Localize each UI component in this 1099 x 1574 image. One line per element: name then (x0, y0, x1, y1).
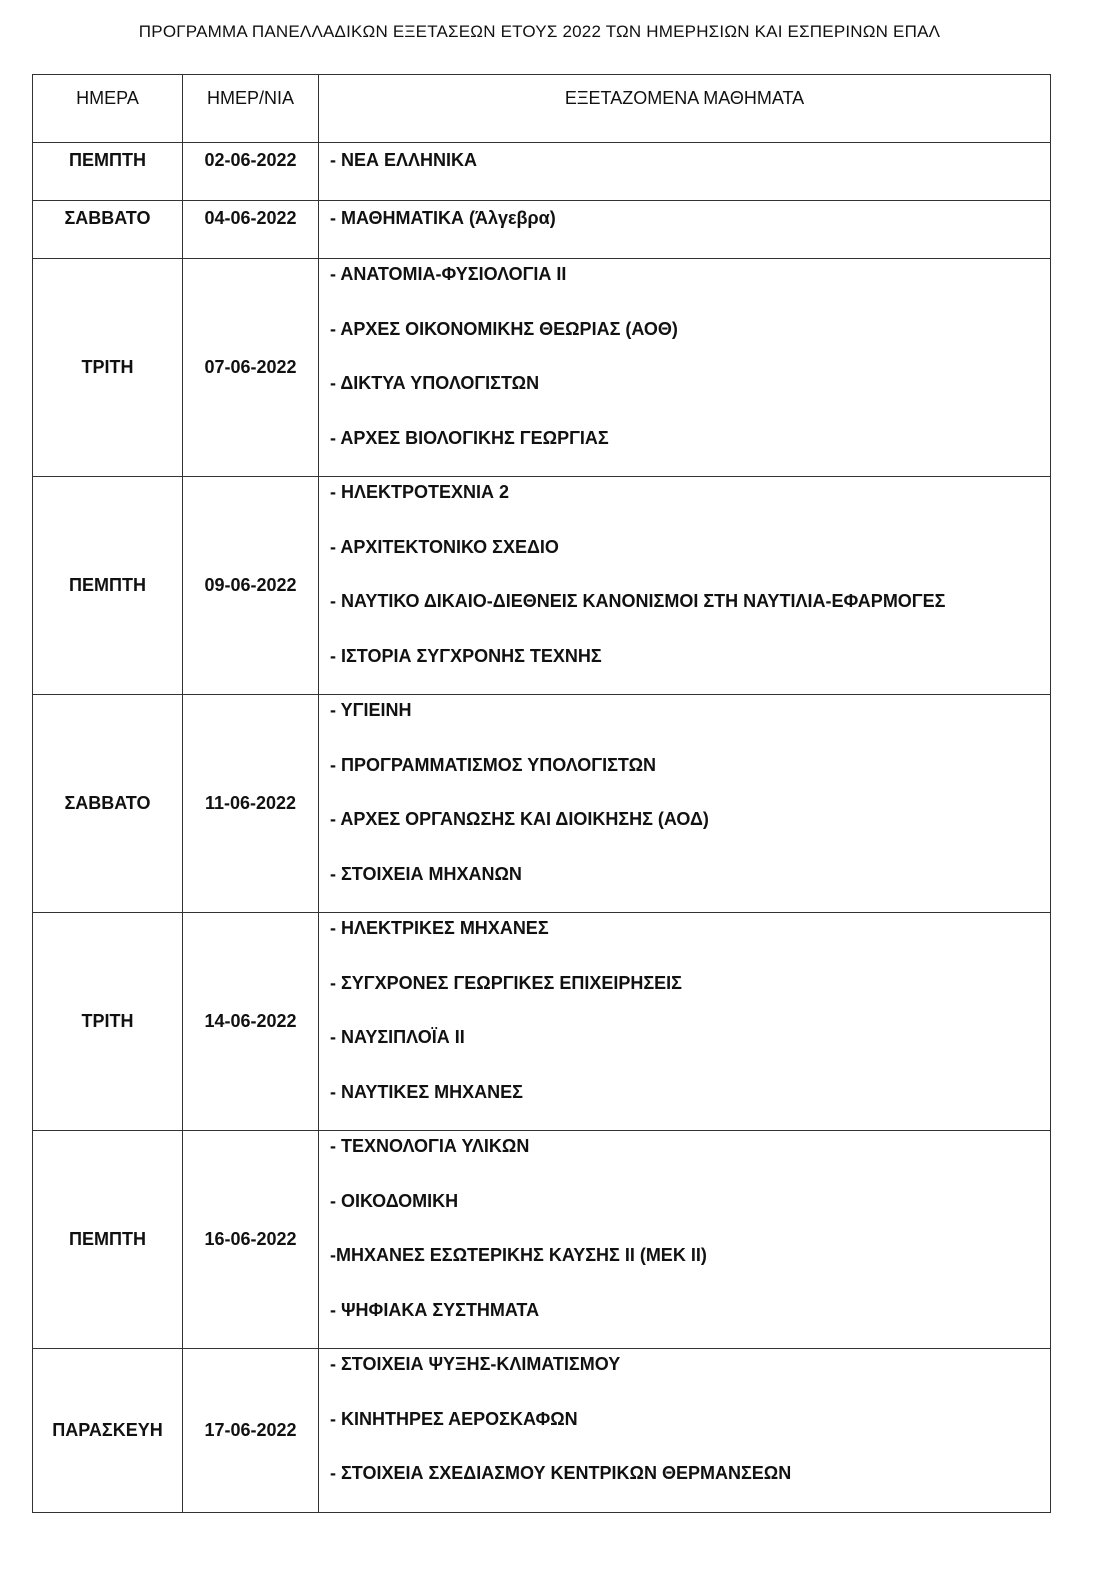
row-date: 02-06-2022 (183, 143, 319, 200)
row-subjects (319, 1349, 1051, 1512)
subject-item: - ΝΑΥΤΙΚΕΣ ΜΗΧΑΝΕΣ (330, 1081, 523, 1102)
row-day: ΠΕΜΠΤΗ (33, 1131, 183, 1348)
row-date: 04-06-2022 (183, 201, 319, 258)
subject-item: - ΣΤΟΙΧΕΙΑ ΣΧΕΔΙΑΣΜΟΥ ΚΕΝΤΡΙΚΩΝ ΘΕΡΜΑΝΣΕΩΝ (330, 1463, 792, 1483)
document-title: ΠΡΟΓΡΑΜΜΑ ΠΑΝΕΛΛΑΔΙΚΩΝ ΕΞΕΤΑΣΕΩΝ ΕΤΟΥΣ 2022 ΤΩΝ ΗΜΕΡΗΣΙΩΝ ΚΑΙ ΕΣΠΕΡΙΝΩΝ ΕΠΑΛ (138, 22, 941, 41)
row-day: ΤΡΙΤΗ (33, 259, 183, 476)
table-header-row (33, 75, 1051, 143)
subject-item: - ΨΗΦΙΑΚΑ ΣΥΣΤΗΜΑΤΑ (330, 1299, 540, 1320)
table-row (33, 913, 1051, 1131)
subject-item: - ΝΑΥΣΙΠΛΟΪΑ ΙΙ (330, 1027, 465, 1047)
row-day: ΠΑΡΑΣΚΕΥΗ (33, 1349, 183, 1512)
header-subjects: ΕΞΕΤΑΖΟΜΕΝΑ ΜΑΘΗΜΑΤΑ (319, 75, 1051, 142)
row-day: ΠΕΜΠΤΗ (33, 143, 183, 200)
exam-schedule-table (32, 74, 1051, 1513)
row-date: 14-06-2022 (183, 913, 319, 1130)
subject-item: - ΣΤΟΙΧΕΙΑ ΨΥΞΗΣ-ΚΛΙΜΑΤΙΣΜΟΥ (330, 1354, 621, 1374)
subject-item: - ΑΡΧΙΤΕΚΤΟΝΙΚΟ ΣΧΕΔΙΟ (330, 536, 559, 557)
row-date: 17-06-2022 (183, 1349, 319, 1512)
subject-item: - ΣΤΟΙΧΕΙΑ ΜΗΧΑΝΩΝ (330, 863, 522, 884)
row-date: 16-06-2022 (183, 1131, 319, 1348)
subject-item: - ΔΙΚΤΥΑ ΥΠΟΛΟΓΙΣΤΩΝ (330, 373, 540, 393)
header-day: ΗΜΕΡΑ (33, 75, 183, 142)
subject-item: - ΠΡΟΓΡΑΜΜΑΤΙΣΜΟΣ ΥΠΟΛΟΓΙΣΤΩΝ (330, 754, 657, 775)
subject-item: - ΜΑΘΗΜΑΤΙΚΑ (Άλγεβρα) (330, 208, 556, 228)
subject-item: - ΙΣΤΟΡΙΑ ΣΥΓΧΡΟΝΗΣ ΤΕΧΝΗΣ (330, 645, 602, 666)
subject-item: - ΑΡΧΕΣ ΒΙΟΛΟΓΙΚΗΣ ΓΕΩΡΓΙΑΣ (330, 427, 609, 448)
table-row (33, 1349, 1051, 1513)
subject-item: -ΜΗΧΑΝΕΣ ΕΣΩΤΕΡΙΚΗΣ ΚΑΥΣΗΣ ΙΙ (ΜΕΚ ΙΙ) (330, 1245, 707, 1265)
table-row (33, 259, 1051, 477)
subject-item: - ΗΛΕΚΤΡΟΤΕΧΝΙΑ 2 (330, 482, 510, 502)
row-date: 09-06-2022 (183, 477, 319, 694)
subject-item: - ΝΑΥΤΙΚΟ ΔΙΚΑΙΟ-ΔΙΕΘΝΕΙΣ ΚΑΝΟΝΙΣΜΟΙ ΣΤΗ ΝΑΥΤΙΛΙΑ-ΕΦΑΡΜΟΓΕΣ (330, 591, 946, 611)
header-date: ΗΜΕΡ/ΝΙΑ (183, 75, 319, 142)
table-row (33, 695, 1051, 913)
table-row (33, 143, 1051, 201)
subject-item: - ΑΝΑΤΟΜΙΑ-ΦΥΣΙΟΛΟΓΙΑ ΙΙ (330, 264, 567, 284)
subject-item: - ΣΥΓΧΡΟΝΕΣ ΓΕΩΡΓΙΚΕΣ ΕΠΙΧΕΙΡΗΣΕΙΣ (330, 972, 682, 993)
subject-item: - ΝΕΑ ΕΛΛΗΝΙΚΑ (330, 150, 478, 170)
row-subjects (319, 201, 1051, 258)
row-day: ΠΕΜΠΤΗ (33, 477, 183, 694)
subject-item: - ΟΙΚΟΔΟΜΙΚΗ (330, 1190, 459, 1211)
subject-item: - ΑΡΧΕΣ ΟΡΓΑΝΩΣΗΣ ΚΑΙ ΔΙΟΙΚΗΣΗΣ (ΑΟΔ) (330, 809, 709, 829)
table-row (33, 1131, 1051, 1349)
row-day: ΣΑΒΒΑΤΟ (33, 695, 183, 912)
row-subjects (319, 913, 1051, 1130)
row-day: ΣΑΒΒΑΤΟ (33, 201, 183, 258)
subject-item: - ΤΕΧΝΟΛΟΓΙΑ ΥΛΙΚΩΝ (330, 1136, 530, 1156)
subject-item: - ΥΓΙΕΙΝΗ (330, 700, 412, 720)
subject-item: - ΚΙΝΗΤΗΡΕΣ ΑΕΡΟΣΚΑΦΩΝ (330, 1408, 578, 1429)
row-subjects (319, 695, 1051, 912)
table-row (33, 477, 1051, 695)
row-subjects (319, 1131, 1051, 1348)
row-date: 11-06-2022 (183, 695, 319, 912)
subject-item: - ΑΡΧΕΣ ΟΙΚΟΝΟΜΙΚΗΣ ΘΕΩΡΙΑΣ (ΑΟΘ) (330, 318, 678, 339)
row-subjects (319, 477, 1051, 694)
row-subjects (319, 143, 1051, 200)
table-row (33, 201, 1051, 259)
row-subjects (319, 259, 1051, 476)
subject-item: - ΗΛΕΚΤΡΙΚΕΣ ΜΗΧΑΝΕΣ (330, 918, 549, 938)
row-date: 07-06-2022 (183, 259, 319, 476)
row-day: ΤΡΙΤΗ (33, 913, 183, 1130)
